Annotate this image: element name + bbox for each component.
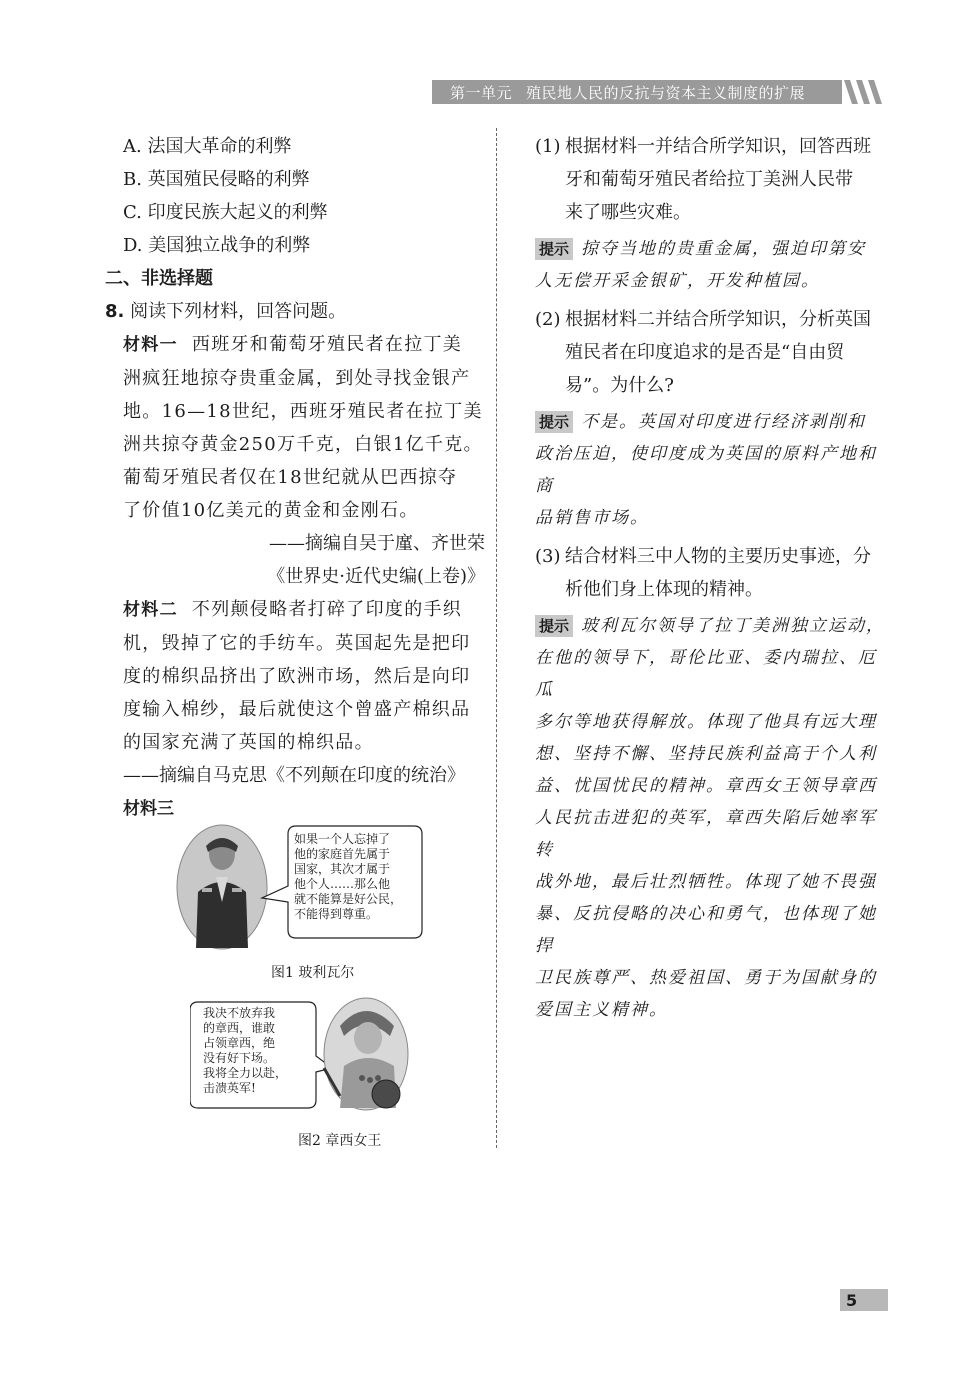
hint-3-badge: 提示	[535, 615, 573, 637]
hint-2-badge: 提示	[535, 411, 573, 433]
material-2: 材料二 不列颠侵略者打碎了印度的手织 机，毁掉了它的手纺车。英国起先是把印 度的棉织品挤出了欧洲市场，然后是向印 度输入棉纱，最后就使这个曾盛产棉织品 的国家充满了英国的棉织品。 ——摘编自马克思《不列颠在印度的统治》	[105, 593, 485, 792]
sub-question-3-number: (3)	[535, 546, 561, 567]
question-number: 8.	[105, 301, 125, 322]
header-stripes-decoration	[842, 80, 888, 104]
sub-question-2: (2) 根据材料二并结合所学知识，分析英国 殖民者在印度追求的是否是“自由贸 易”。为什么? 提示 不是。英国对印度进行经济剥削和 政治压迫，使印度成为英国的原料产地和商 品销售市场。	[535, 303, 890, 534]
question-8-stem: 8. 阅读下列材料，回答问题。	[105, 301, 347, 322]
figure-1-caption: 图1 玻利瓦尔	[271, 965, 355, 981]
section-heading: 二、非选择题	[105, 268, 213, 289]
material-3	[105, 792, 485, 826]
material-1-label: 材料一	[123, 335, 178, 355]
left-column	[105, 130, 485, 826]
material-3-label: 材料三	[123, 799, 174, 819]
hint-3: 提示 玻利瓦尔领导了拉丁美洲独立运动， 在他的领导下，哥伦比亚、委内瑞拉、厄瓜 多尔等地获得解放。体现了他具有远大理 想、坚持不懈、坚持民族利益高于个人利 益、忧国忧民的精神。章西女王领导章西 人民抗击进犯的英军，章西失陷后她率军转 战外地，最后壮烈牺牲。体现了她不畏强 暴、反抗侵略的决心和勇气，也体现了她捍 卫民族尊严、热爱祖国、勇于为国献身的 爱国主义精神。	[535, 616, 886, 1020]
right-column	[535, 130, 890, 1032]
sub-question-1: (1) 根据材料一并结合所学知识，回答西班 牙和葡萄牙殖民者给拉丁美洲人民带 来了哪些灾难。 提示 掠夺当地的贵重金属，强迫印第安 人无偿开采金银矿，开发种植园。	[535, 130, 890, 297]
choice-a: A. 法国大革命的利弊	[123, 136, 292, 157]
hint-2: 提示 不是。英国对印度进行经济剥削和 政治压迫，使印度成为英国的原料产地和商 品销售市场。	[535, 412, 877, 528]
column-divider	[496, 128, 497, 1148]
material-2-source: ——摘编自马克思《不列颠在印度的统治》	[123, 765, 465, 786]
sub-question-2-number: (2)	[535, 309, 561, 330]
bolivar-speech-bubble: 如果一个人忘掉了 他的家庭首先属于 国家，其次才属于 他个人……那么他 就不能算是好公民， 不能得到尊重。	[294, 832, 403, 921]
sub-question-1-number: (1)	[535, 136, 561, 157]
material-1-book: 《世界史·近代史编(上卷)》	[267, 566, 485, 587]
choice-c: C. 印度民族大起义的利弊	[123, 202, 328, 223]
sub-question-3: (3) 结合材料三中人物的主要历史事迹，分 析他们身上体现的精神。 提示 玻利瓦尔领导了拉丁美洲独立运动， 在他的领导下，哥伦比亚、委内瑞拉、厄瓜 多尔等地获得解放。体现了他具有远大理 想、坚持不懈、坚持民族利益高于个人利 益、忧国忧民的精神。章西女王领导章西 人民抗击进犯的英军，章西失陷后她率军转 战外地，最后壮烈牺牲。体现了她不畏强 暴、反抗侵略的决心和勇气，也体现了她捍 卫民族尊严、热爱祖国、勇于为国献身的 爱国主义精神。	[535, 540, 890, 1026]
unit-label: 第一单元	[450, 84, 513, 102]
material-2-label: 材料二	[123, 600, 178, 620]
figure-2-caption: 图2 章西女王	[298, 1133, 382, 1149]
rani-speech-bubble: 我决不放弃我 的章西，谁敢 占领章西，绝 没有好下场。 我将全力以赴， 击溃英军!	[203, 1006, 288, 1095]
hint-1-badge: 提示	[535, 238, 573, 260]
material-1: 材料一 西班牙和葡萄牙殖民者在拉丁美 洲疯狂地掠夺贵重金属，到处寻找金银产 地。16—18世纪，西班牙殖民者在拉丁美 洲共掠夺黄金250万千克，白银1亿千克。 葡萄牙殖民者仅在18世纪就从巴西掠夺 了价值10亿美元的黄金和金刚石。 ——摘编自吴于廑、齐世荣 《世界史·近代史编(上卷)》	[105, 328, 485, 593]
hint-1: 提示 掠夺当地的贵重金属，强迫印第安 人无偿开采金银矿，开发种植园。	[535, 239, 867, 291]
choice-b: B. 英国殖民侵略的利弊	[123, 169, 310, 190]
page-number: 5	[846, 1291, 858, 1310]
material-1-source: ——摘编自吴于廑、齐世荣	[269, 533, 485, 554]
unit-title: 殖民地人民的反抗与资本主义制度的扩展	[526, 84, 806, 102]
choice-d: D. 美国独立战争的利弊	[123, 235, 311, 256]
header-title	[450, 82, 805, 103]
